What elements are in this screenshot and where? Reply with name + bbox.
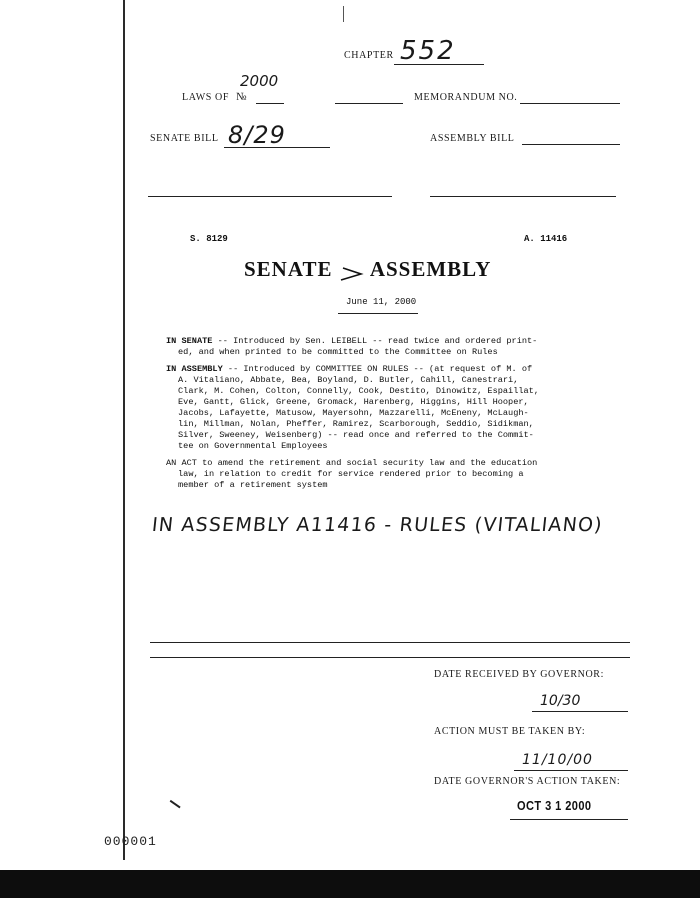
in-senate-line-1 [166, 336, 616, 347]
in-assembly-text: -- Introduced by COMMITTEE ON RULES -- (at request of M. of [227, 364, 533, 374]
date-rule [338, 313, 418, 314]
act-line-1 [166, 458, 616, 469]
act-line: law, in relation to credit for service rendered prior to becoming a [178, 469, 524, 479]
page-number: 000001 [104, 834, 157, 849]
laws-year: 2000 [240, 72, 279, 90]
action-taken-label: DATE GOVERNOR'S ACTION TAKEN: [434, 776, 621, 787]
scan-tick [343, 6, 344, 22]
in-assembly-label: IN ASSEMBLY [166, 364, 223, 374]
left-margin-line [123, 0, 125, 860]
in-assembly-line: Jacobs, Lafayette, Matusow, Mayersohn, Mazzarelli, McEneny, McLaugh- [178, 408, 529, 418]
in-assembly-line: Clark, M. Cohen, Colton, Connelly, Cook, Destito, Dinowitz, Espaillat, [178, 386, 539, 396]
action-must-value: 11/10/00 [522, 752, 593, 768]
separator-line-1 [150, 642, 630, 643]
in-assembly-line: lin, Millman, Nolan, Pheffer, Ramirez, Scarborough, Seddio, Sidikman, [178, 419, 534, 429]
senate-number: S. 8129 [190, 234, 228, 244]
bill-title [244, 257, 491, 282]
in-assembly-line-1 [166, 364, 616, 375]
laws-rule [256, 103, 284, 104]
in-senate-line-2: ed, and when printed to be committed to the Committee on Rules [178, 347, 498, 357]
in-assembly-line: Silver, Sweeney, Weisenberg) -- read once and referred to the Commit- [178, 430, 534, 440]
date-received-label: DATE RECEIVED BY GOVERNOR: [434, 669, 604, 680]
separator-line-2 [150, 657, 630, 658]
chapter-number: 552 [400, 36, 456, 66]
act-line: member of a retirement system [178, 480, 328, 490]
memorandum-label: MEMORANDUM NO. [414, 92, 518, 103]
laws-label: LAWS OF [182, 92, 230, 103]
laws-prefix: № [236, 91, 248, 103]
action-taken-rule [510, 819, 628, 820]
senate-bill-rule [224, 147, 330, 148]
chapter-label: CHAPTER [344, 50, 394, 61]
assembly-number: A. 11416 [524, 234, 568, 244]
assembly-bill-label: ASSEMBLY BILL [430, 133, 515, 144]
in-senate-text: -- Introduced by Sen. LEIBELL -- read twice and ordered print- [217, 336, 538, 346]
title-assembly: ASSEMBLY [369, 257, 492, 281]
handwritten-note: IN ASSEMBLY A11416 - RULES (VITALIANO) [150, 514, 604, 536]
memorandum-rule [520, 103, 620, 104]
in-senate-label: IN SENATE [166, 336, 213, 346]
scan-mark [170, 792, 187, 809]
date-received-value: 10/30 [540, 693, 581, 709]
action-must-label: ACTION MUST BE TAKEN BY: [434, 726, 586, 737]
in-assembly-line: tee on Governmental Employees [178, 441, 328, 451]
in-assembly-paragraph [166, 364, 616, 452]
act-label: AN ACT [166, 458, 197, 468]
act-paragraph [166, 458, 616, 491]
date-received-rule [532, 711, 628, 712]
assembly-bill-rule [522, 144, 620, 145]
in-assembly-line: Eve, Gantt, Glick, Greene, Gromack, Harenberg, Higgins, Hill Hooper, [178, 397, 529, 407]
in-senate-paragraph [166, 336, 616, 358]
bill-date: June 11, 2000 [346, 297, 417, 307]
blank-line-left [148, 196, 392, 197]
arrow-icon [339, 263, 365, 279]
action-must-rule [514, 770, 628, 771]
bottom-scan-bar [0, 870, 700, 898]
act-text: to amend the retirement and social security law and the education [202, 458, 538, 468]
in-assembly-line: A. Vitaliano, Abbate, Bea, Boyland, D. Butler, Cahill, Canestrari, [178, 375, 519, 385]
chapter-rule [394, 64, 484, 65]
action-taken-stamp: OCT 3 1 2000 [517, 798, 592, 813]
memo-left-rule [335, 103, 403, 104]
senate-bill-number: 8/29 [228, 121, 286, 149]
blank-line-right [430, 196, 616, 197]
title-senate: SENATE [244, 257, 333, 281]
senate-bill-label: SENATE BILL [150, 133, 219, 144]
